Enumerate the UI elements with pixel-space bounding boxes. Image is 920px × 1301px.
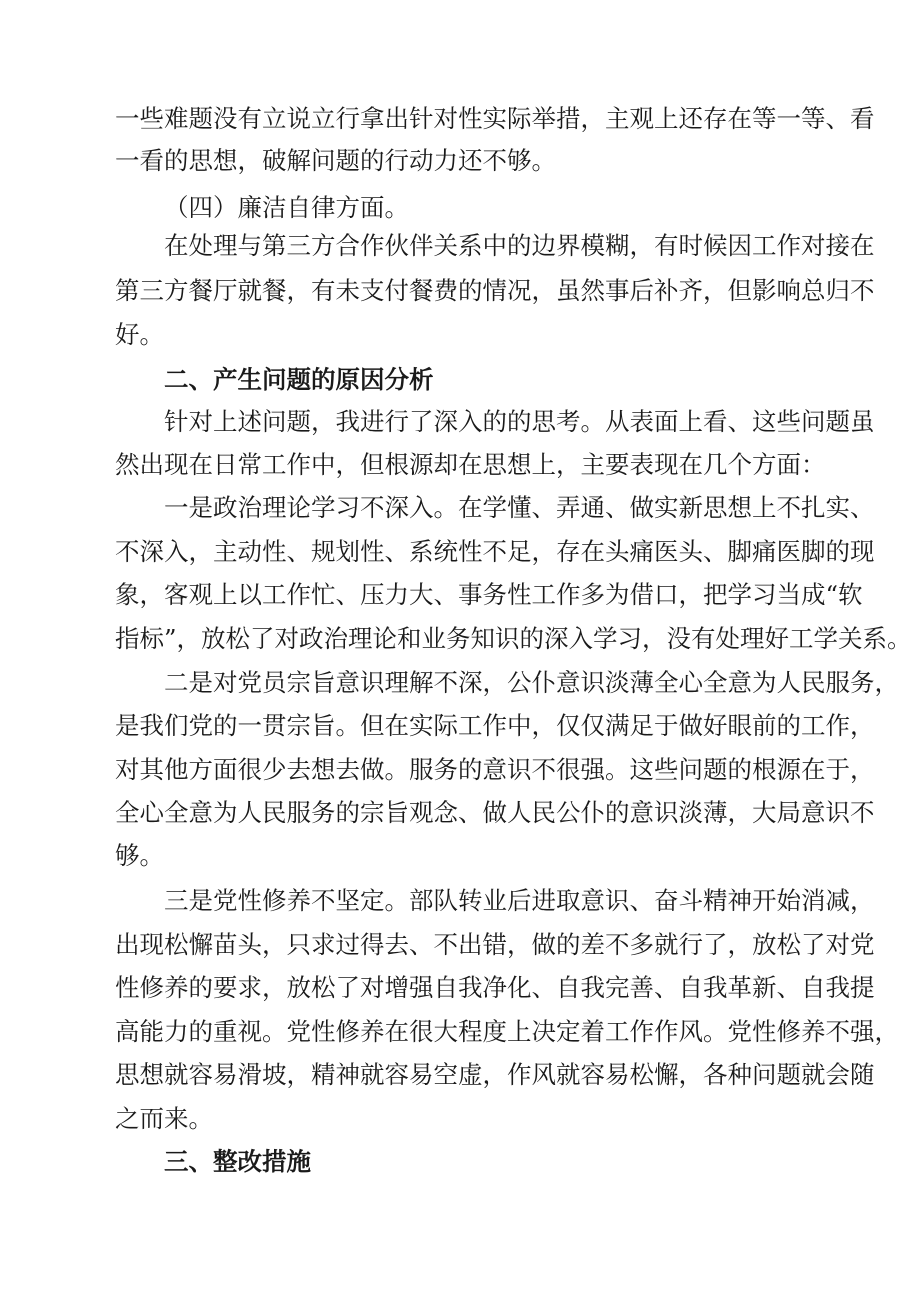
text-line: 思想就容易滑坡，精神就容易空虚，作风就容易松懈，各种问题就会随 xyxy=(115,1060,875,1089)
text-line: 是我们党的一贯宗旨。但在实际工作中，仅仅满足于做好眼前的工作， xyxy=(115,711,875,740)
chapter-heading: 二、产生问题的原因分析 xyxy=(164,365,434,394)
text-line: 第三方餐厅就餐，有未支付餐费的情况，虽然事后补齐，但影响总归不 xyxy=(115,276,875,305)
paragraph-start: 二是对党员宗旨意识理解不深，公仆意识淡薄全心全意为人民服务， xyxy=(164,668,899,697)
text-line: 够。 xyxy=(115,841,164,870)
paragraph-start: 三是党性修养不坚定。部队转业后进取意识、奋斗精神开始消减， xyxy=(164,886,875,915)
text-line: 全心全意为人民服务的宗旨观念、做人民公仆的意识淡薄，大局意识不 xyxy=(115,798,875,827)
text-line: 高能力的重视。党性修养在很大程度上决定着工作作风。党性修养不强， xyxy=(115,1017,899,1046)
text-line: 一些难题没有立说立行拿出针对性实际举措，主观上还存在等一等、看 xyxy=(115,104,875,133)
paragraph-start: 一是政治理论学习不深入。在学懂、弄通、做实新思想上不扎实、 xyxy=(164,493,875,522)
text-line: 不深入，主动性、规划性、系统性不足，存在头痛医头、脚痛医脚的现 xyxy=(115,537,875,566)
text-line: 象，客观上以工作忙、压力大、事务性工作多为借口，把学习当成“软 xyxy=(115,580,863,609)
text-line: 指标”，放松了对政治理论和业务知识的深入学习，没有处理好工学关系。 xyxy=(115,624,912,653)
text-line: 之而来。 xyxy=(115,1104,213,1133)
text-line: 出现松懈苗头，只求过得去、不出错，做的差不多就行了，放松了对党 xyxy=(115,930,875,959)
chapter-heading: 三、整改措施 xyxy=(164,1147,311,1176)
paragraph-start: 在处理与第三方合作伙伴关系中的边界模糊，有时候因工作对接在 xyxy=(164,231,875,260)
section-heading: （四）廉洁自律方面。 xyxy=(164,193,409,222)
text-line: 好。 xyxy=(115,320,164,349)
text-line: 性修养的要求，放松了对增强自我净化、自我完善、自我革新、自我提 xyxy=(115,973,875,1002)
paragraph-start: 针对上述问题，我进行了深入的的思考。从表面上看、这些问题虽 xyxy=(164,407,875,436)
text-line: 然出现在日常工作中，但根源却在思想上，主要表现在几个方面： xyxy=(115,450,826,479)
text-line: 一看的思想，破解问题的行动力还不够。 xyxy=(115,146,556,175)
text-line: 对其他方面很少去想去做。服务的意识不很强。这些问题的根源在于， xyxy=(115,755,875,784)
